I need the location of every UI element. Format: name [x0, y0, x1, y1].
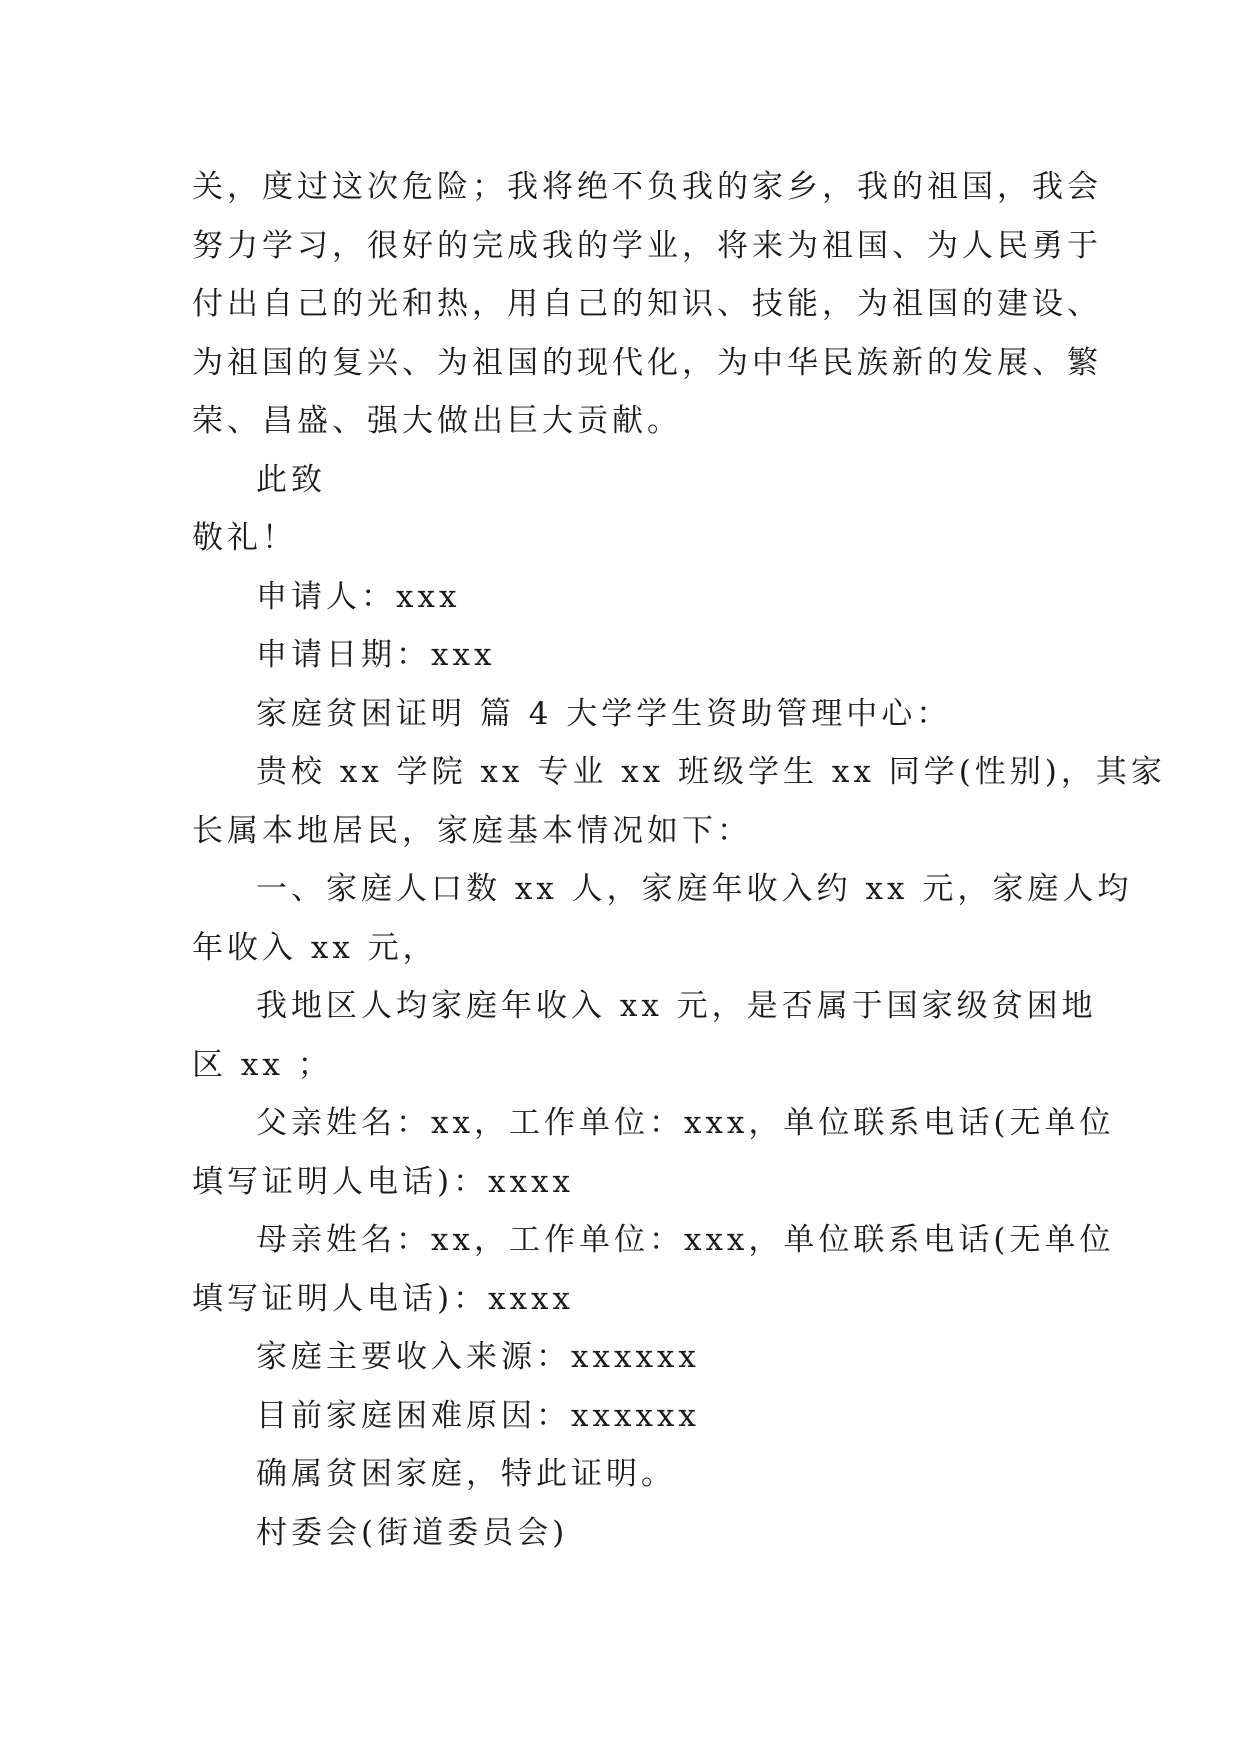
- text-line: 一、家庭人口数 xx 人，家庭年收入约 xx 元，家庭人均: [256, 871, 1133, 907]
- application-date: 申请日期：xxx: [256, 637, 496, 673]
- closing-respect: 敬礼！: [192, 520, 297, 556]
- text-line: 为祖国的复兴、为祖国的现代化，为中华民族新的发展、繁: [192, 344, 1102, 381]
- text-line: 贵校 xx 学院 xx 专业 xx 班级学生 xx 同学(性别)，其家: [256, 754, 1166, 790]
- father-info: 父亲姓名：xx，工作单位：xxx，单位联系电话(无单位: [256, 1105, 1115, 1141]
- closing-salutation: 此致: [256, 461, 326, 498]
- applicant-name: 申请人：xxx: [256, 578, 461, 615]
- hardship-reason: 目前家庭困难原因：xxxxxx: [256, 1397, 700, 1434]
- text-line: 荣、昌盛、强大做出巨大贡献。: [192, 403, 682, 439]
- father-info-cont: 填写证明人电话)：xxxx: [192, 1163, 575, 1200]
- text-line: 关，度过这次危险；我将绝不负我的家乡，我的祖国，我会: [192, 169, 1102, 205]
- mother-info: 母亲姓名：xx，工作单位：xxx，单位联系电话(无单位: [256, 1222, 1115, 1258]
- text-line: 我地区人均家庭年收入 xx 元，是否属于国家级贫困地: [256, 988, 1097, 1024]
- mother-info-cont: 填写证明人电话)：xxxx: [192, 1280, 575, 1317]
- text-line: 努力学习，很好的完成我的学业，将来为祖国、为人民勇于: [192, 227, 1102, 264]
- income-source: 家庭主要收入来源：xxxxxx: [256, 1339, 700, 1375]
- certification-statement: 确属贫困家庭，特此证明。: [256, 1456, 676, 1492]
- text-line: 长属本地居民，家庭基本情况如下：: [192, 812, 752, 849]
- text-line: 付出自己的光和热，用自己的知识、技能，为祖国的建设、: [192, 286, 1102, 322]
- text-line: 区 xx ；: [192, 1046, 333, 1083]
- text-line: 年收入 xx 元，: [192, 929, 438, 966]
- issuing-committee: 村委会(街道委员会): [256, 1514, 569, 1551]
- document-body: [192, 158, 1166, 1562]
- certificate-heading: 家庭贫困证明 篇 4 大学学生资助管理中心：: [256, 695, 952, 732]
